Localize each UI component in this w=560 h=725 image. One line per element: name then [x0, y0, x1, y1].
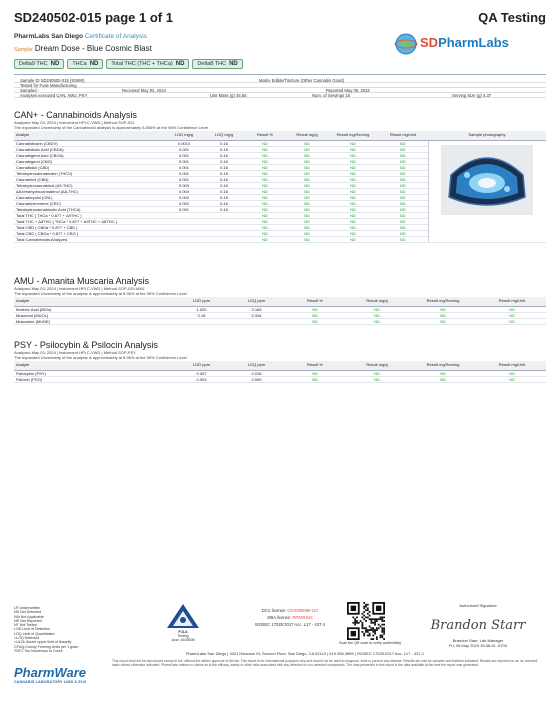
signer — [428, 638, 528, 648]
table-cell: ND — [408, 376, 478, 382]
sample-photo-cell — [428, 140, 546, 242]
table-cell: ND — [286, 194, 328, 200]
meta-matrix: Matrix Edible/Tincture (Other Cannabis Good) — [259, 78, 345, 83]
table-cell: ND — [378, 188, 428, 194]
sample-name: Dream Dose - Blue Cosmic Blast — [34, 44, 152, 53]
column-header: LOQ ppm — [229, 361, 284, 370]
dcc-label: DCC license: — [261, 608, 287, 613]
psy-table — [14, 361, 546, 383]
table-cell: ND — [284, 318, 346, 324]
can-title: CAN+ - Cannabinoids Analysis — [14, 110, 137, 120]
pill-delta9 — [14, 59, 64, 69]
table-cell: 1.020 — [174, 306, 229, 312]
column-header: Result mg/Unit — [378, 131, 428, 140]
document-id: SD240502-015 page 1 of 1 — [14, 10, 173, 25]
dba-value: RP06X043 — [292, 615, 313, 620]
table-cell: ND — [478, 376, 546, 382]
column-header: Result mg/Serving — [328, 131, 378, 140]
column-header: Analyte — [14, 361, 174, 370]
legend-line: LOD Limit of Detection — [14, 627, 51, 632]
table-cell: ND — [328, 236, 378, 242]
table-cell: 0.16 — [204, 200, 244, 206]
table-cell: 0.016 — [229, 370, 284, 376]
table-cell: ND — [244, 170, 286, 176]
pharmware-logo — [14, 665, 104, 695]
disclaimer: This report shall not be reproduced except in full, without the written approval of the lab. This report is for informational purposes only and should not be used to diagnose, treat or prevent any disease. Results are only for samples and batches indicated. Results are reported on an 'as received' basis unless otherwise indicated. PharmLabs makes no claims as to the efficacy, safety or other risks associated with any detected or non-detected compounds. The data presented in this report is the data available at the time the report was generated. — [112, 659, 538, 667]
pjla-label — [163, 630, 203, 642]
table-cell: 0.001 — [164, 164, 204, 170]
legend-line: <LOQ Detected — [14, 636, 40, 641]
globe-icon — [394, 32, 418, 56]
analyte-name: Muscarine (MUNE) — [14, 318, 174, 324]
analyte-name: Total Cannabinoids Analyzed — [14, 236, 164, 242]
table-cell: ND — [378, 176, 428, 182]
column-header: Result mg/g — [346, 361, 408, 370]
meta-received: Received May 02, 2024 — [122, 88, 166, 93]
meta-analyses: Analyses executed CAN, AMU, PSY — [20, 93, 88, 98]
table-cell: ND — [346, 306, 408, 312]
meta-sampled: Sampled - — [20, 88, 40, 93]
column-header: Result % — [284, 297, 346, 306]
legend-line: N/A Not Applicable — [14, 614, 44, 619]
table-cell: ND — [244, 152, 286, 158]
amu-sub1: Analyzed May 03, 2024 | Instrument HPLC-VWD | Method SOP-039 AMU — [14, 286, 145, 291]
column-header: LOD mg/g — [164, 131, 204, 140]
analyte-name: Cannabichromene (CBC) — [14, 200, 164, 206]
meta-servings: Num. of Servings 15 — [312, 93, 350, 98]
pill-label: Delta8 THC — [197, 61, 227, 67]
table-cell: 0.001 — [164, 152, 204, 158]
divider — [14, 74, 546, 75]
table-cell: 0.16 — [204, 164, 244, 170]
pill-delta8 — [192, 59, 242, 69]
analyte-name: Cannabigerol Acid (CBGA) — [14, 152, 164, 158]
legend-line: NT Not Tested — [14, 623, 37, 628]
table-cell: ND — [378, 206, 428, 212]
table-cell: ND — [328, 170, 378, 176]
analyte-name: Total THC + Δ8THC ( THCa * 0.877 + Δ9THC + Δ8THC ) — [14, 218, 164, 224]
abbreviation-legend — [14, 606, 78, 653]
qr-code-icon[interactable] — [347, 602, 385, 640]
table-cell: ND — [328, 206, 378, 212]
dba-label: DBA license: — [267, 615, 292, 620]
table-cell: 0.007 — [174, 370, 229, 376]
table-cell: ND — [378, 140, 428, 146]
table-cell: ND — [286, 236, 328, 242]
table-cell: 3.165 — [229, 306, 284, 312]
table-cell: 0.002 — [164, 200, 204, 206]
analyte-name: Total THC ( THCa * 0.877 + Δ9THC ) — [14, 212, 164, 218]
table-cell: ND — [244, 182, 286, 188]
column-header: Analyte — [14, 131, 164, 140]
table-cell: 0.001 — [164, 176, 204, 182]
meta-tested-for: Tested for Fuse Manufacturing — [20, 83, 77, 88]
table-cell: ND — [378, 224, 428, 230]
table-cell: 0.002 — [164, 194, 204, 200]
amu-title: AMU - Amanita Muscaria Analysis — [14, 276, 150, 286]
logo-sd: SD — [420, 35, 439, 50]
analyte-name: Cannabinol (CBN) — [14, 176, 164, 182]
analyte-name: Tetrahydrocannabinol (Δ9-THC) — [14, 182, 164, 188]
pill-thca — [67, 59, 103, 69]
table-cell: ND — [328, 182, 378, 188]
legend-line: ND Not Detected — [14, 610, 42, 615]
table-cell: ND — [244, 218, 286, 224]
logo-rest: PharmLabs — [438, 35, 509, 50]
amu-sub2: The expanded Uncertainty of the analysis is approximately at 8.96% at the 95% Confidence Level — [14, 291, 187, 296]
table-cell: 0.001 — [164, 146, 204, 152]
table-cell: ND — [286, 188, 328, 194]
sdpharmlabs-logo — [394, 32, 544, 56]
table-cell: ND — [328, 158, 378, 164]
table-cell: ND — [328, 218, 378, 224]
analyte-name: Tetrahydrocannabivarin (THCV) — [14, 170, 164, 176]
pill-label: Delta9 THC — [19, 61, 48, 67]
table-cell: ND — [378, 200, 428, 206]
table-cell: ND — [244, 236, 286, 242]
table-cell — [204, 236, 244, 242]
table-cell: ND — [284, 370, 346, 376]
table-cell: ND — [378, 164, 428, 170]
table-cell: ND — [328, 224, 378, 230]
analyte-name: Δ8-tetrahydrocannabinol (Δ8-THC) — [14, 188, 164, 194]
pjla-number: Accr. #105508 — [171, 638, 195, 642]
pill-value: ND — [175, 61, 185, 67]
analyte-name: Cannabidivarin (CBDV) — [14, 140, 164, 146]
lab-name: PharmLabs San Diego — [14, 33, 83, 40]
table-cell — [229, 318, 284, 324]
table-cell: ND — [244, 140, 286, 146]
table-cell: 0.001 — [164, 158, 204, 164]
table-cell: 0.16 — [204, 140, 244, 146]
table-cell: ND — [328, 164, 378, 170]
legend-line: NR Not Reported — [14, 618, 42, 623]
summary-pills — [14, 59, 243, 69]
pill-label: THCa — [72, 61, 87, 67]
table-cell: 0.316 — [229, 312, 284, 318]
table-cell: ND — [286, 230, 328, 236]
table-cell: ND — [328, 188, 378, 194]
can-subtitle — [14, 120, 208, 130]
table-cell: 0.001 — [164, 170, 204, 176]
table-cell: ND — [378, 218, 428, 224]
table-cell: ND — [408, 312, 478, 318]
iso-line: ISO/IEC 17025:2017 Acc. L17 - 437-1 — [254, 622, 326, 627]
psy-subtitle — [14, 350, 187, 360]
sample-label: Sample — [14, 47, 33, 53]
table-cell: ND — [244, 188, 286, 194]
pill-value: ND — [229, 61, 238, 67]
column-header: Result mg/Serving — [408, 361, 478, 370]
table-cell: ND — [286, 152, 328, 158]
table-cell: ND — [378, 194, 428, 200]
table-cell: ND — [408, 306, 478, 312]
table-cell: 0.16 — [204, 152, 244, 158]
table-cell: ND — [286, 176, 328, 182]
meta-sample-id: Sample ID SD240502-015 (91990) — [20, 78, 85, 83]
qr-caption: Scan the QR code to verify authenticity — [338, 641, 402, 645]
meta-reported: Reported May 05, 2024 — [326, 88, 370, 93]
table-cell: ND — [244, 194, 286, 200]
legend-line: LOQ Limit of Quantitation — [14, 631, 55, 636]
table-cell: ND — [346, 318, 408, 324]
license-block — [235, 607, 345, 628]
table-row — [14, 376, 546, 382]
table-cell: ND — [286, 170, 328, 176]
table-cell: 0.16 — [204, 182, 244, 188]
table-cell: ND — [244, 158, 286, 164]
legend-line: LR Underwritten — [14, 606, 40, 610]
column-header: LOD ppm — [174, 297, 229, 306]
analyte-name: Ibotenic Acid (IBOs) — [14, 306, 174, 312]
analyte-name: Cannabidiol (CBD) — [14, 164, 164, 170]
table-cell: ND — [286, 182, 328, 188]
table-cell: ND — [244, 224, 286, 230]
table-cell: ND — [284, 376, 346, 382]
table-cell: ND — [244, 206, 286, 212]
table-cell — [164, 236, 204, 242]
coa-label: Certificate of Analysis — [84, 33, 147, 40]
table-cell: ND — [478, 312, 546, 318]
psy-title: PSY - Psilocybin & Psilocin Analysis — [14, 340, 158, 350]
table-cell: ND — [346, 312, 408, 318]
table-cell: ND — [378, 230, 428, 236]
column-header: Analyte — [14, 297, 174, 306]
psy-sub2: The expanded Uncertainty of the analysis is approximately at 8.96% at the 95% Confidence Level — [14, 355, 187, 360]
table-cell: ND — [408, 370, 478, 376]
table-cell: ND — [286, 158, 328, 164]
can-sub2: The expanded Uncertainty of the Cannabinoid analysis is approximately 8.806% at the 95% Confidence Level — [14, 125, 209, 130]
pjla-name: PJLA — [178, 630, 188, 634]
table-cell: ND — [286, 146, 328, 152]
column-header: LOQ mg/g — [204, 131, 244, 140]
pjla-badge — [163, 603, 203, 645]
table-cell: 0.004 — [164, 188, 204, 194]
table-cell: ND — [244, 212, 286, 218]
table-cell: 0.001 — [164, 206, 204, 212]
qa-label: QA Testing — [478, 10, 546, 25]
table-cell: ND — [284, 312, 346, 318]
table-cell: ND — [328, 200, 378, 206]
table-cell: 0.18 — [174, 312, 229, 318]
table-cell: ND — [478, 318, 546, 324]
amu-table — [14, 297, 546, 325]
analyte-name: Total CBD ( CBDa * 0.877 + CBD ) — [14, 224, 164, 230]
analyte-name: Cannabigerol (CBG) — [14, 158, 164, 164]
table-cell: 0.16 — [204, 170, 244, 176]
table-cell — [174, 318, 229, 324]
table-cell: ND — [328, 230, 378, 236]
column-header: Result mg/Unit — [478, 297, 546, 306]
table-cell: ND — [378, 146, 428, 152]
signature-heading: Authorized Signature — [459, 603, 497, 608]
table-cell: ND — [478, 306, 546, 312]
logo-text — [420, 35, 509, 50]
signer-date: Fri, 05 May 2024 15:36:31 -0700 — [448, 643, 508, 648]
table-cell: ND — [378, 212, 428, 218]
signature-text: Brandon Starr — [430, 618, 526, 633]
table-cell: ND — [408, 318, 478, 324]
analyte-name: Total CBG ( CBGa * 0.877 + CBG ) — [14, 230, 164, 236]
table-cell: ND — [328, 212, 378, 218]
table-cell: ND — [244, 200, 286, 206]
table-cell: ND — [478, 370, 546, 376]
table-cell: ND — [244, 176, 286, 182]
column-header: Result mg/Unit — [478, 361, 546, 370]
table-cell: 0.16 — [204, 176, 244, 182]
table-cell: ND — [284, 306, 346, 312]
table-row — [14, 318, 546, 324]
signer-name: Brandon Starr, Lab Manager — [452, 638, 504, 643]
analyte-name: Cannabidiolic Acid (CBDA) — [14, 146, 164, 152]
pill-value: ND — [89, 61, 99, 67]
table-cell: ND — [286, 164, 328, 170]
pjla-triangle-icon — [163, 603, 203, 629]
table-cell: ND — [244, 146, 286, 152]
column-header: LOQ ppm — [229, 297, 284, 306]
psy-sub1: Analyzed May 03, 2024 | Instrument HPLC-VWD | Method SOP-PSY — [14, 350, 136, 355]
lab-address: PharmLabs San Diego | 3421 Hancock St, Second Floor, San Diego, CA 92110 | 619.356.3899 | ISO/IEC 17025:2017 Acc. L17 - 437-1 — [185, 651, 425, 656]
legend-line: >ULOL Above upper limit of linearity — [14, 640, 72, 645]
table-cell: 0.003 — [174, 376, 229, 382]
table-cell: 0.0010 — [164, 140, 204, 146]
column-header: Result % — [244, 131, 286, 140]
dcc-value: C8-0000099-LIC — [287, 608, 319, 613]
table-cell: 0.16 — [204, 206, 244, 212]
column-header: Result mg/g — [286, 131, 328, 140]
table-cell: ND — [286, 218, 328, 224]
analyte-name: Psilocin (PSO) — [14, 376, 174, 382]
pharmware-tagline: CANNABIS LABORATORY LIMS & ELN — [14, 680, 87, 684]
table-cell: ND — [328, 140, 378, 146]
pill-label: Total THC (THC + THCa) — [111, 61, 173, 67]
table-cell: ND — [378, 170, 428, 176]
table-cell: ND — [378, 158, 428, 164]
meta-serving-size: Serving Size (g) 4.37 — [452, 93, 492, 98]
table-cell: ND — [328, 194, 378, 200]
legend-line: TNTC Too Numerous to Count — [14, 648, 63, 653]
table-cell: ND — [378, 182, 428, 188]
table-cell: ND — [328, 146, 378, 152]
table-cell: 0.009 — [229, 376, 284, 382]
table-cell: ND — [244, 230, 286, 236]
table-cell: ND — [286, 224, 328, 230]
can-sub1: Analyzed May 03, 2024 | Instrument HPLC-VWD | Method SOP-001 — [14, 120, 135, 125]
table-cell: ND — [346, 370, 408, 376]
table-cell: ND — [328, 176, 378, 182]
column-header: Result mg/Serving — [408, 297, 478, 306]
table-cell: ND — [244, 164, 286, 170]
table-cell: ND — [286, 212, 328, 218]
table-cell: ND — [286, 140, 328, 146]
lab-line — [14, 33, 147, 40]
analyte-name: Cannabicyclol (CBL) — [14, 194, 164, 200]
analyte-name: Tetrahydrocannabinolic Acid (THCA) — [14, 206, 164, 212]
product-photo — [441, 145, 533, 215]
table-cell: 0.16 — [204, 188, 244, 194]
column-header: LOD ppm — [174, 361, 229, 370]
table-cell: 0.16 — [204, 146, 244, 152]
handwritten-signature — [428, 613, 528, 635]
table-cell: ND — [328, 152, 378, 158]
sample-meta — [14, 78, 546, 98]
pjla-sub: Testing — [177, 634, 189, 638]
pill-value: ND — [50, 61, 60, 67]
table-cell: 0.16 — [204, 194, 244, 200]
analyte-name: Psilocybin (PSY) — [14, 370, 174, 376]
column-header: Result % — [284, 361, 346, 370]
table-cell: ND — [286, 200, 328, 206]
can-table — [14, 131, 546, 243]
sample-line — [14, 44, 152, 53]
legend-line: CFU/g Colony Forming Units per 1 gram — [14, 644, 79, 649]
column-header: Result mg/g — [346, 297, 408, 306]
table-cell: 0.003 — [164, 182, 204, 188]
table-cell: ND — [378, 236, 428, 242]
amu-subtitle — [14, 286, 187, 296]
table-cell: ND — [378, 152, 428, 158]
table-cell: ND — [346, 376, 408, 382]
meta-unit-mass: Unit Mass (g) 45.55 — [210, 93, 247, 98]
analyte-name: Muscimol (MUOL) — [14, 312, 174, 318]
table-cell: ND — [286, 206, 328, 212]
table-cell: 0.16 — [204, 158, 244, 164]
pharmware-text: PharmWare — [14, 665, 87, 680]
pill-total-thc — [106, 59, 189, 69]
column-header: Sample photography — [428, 131, 546, 140]
